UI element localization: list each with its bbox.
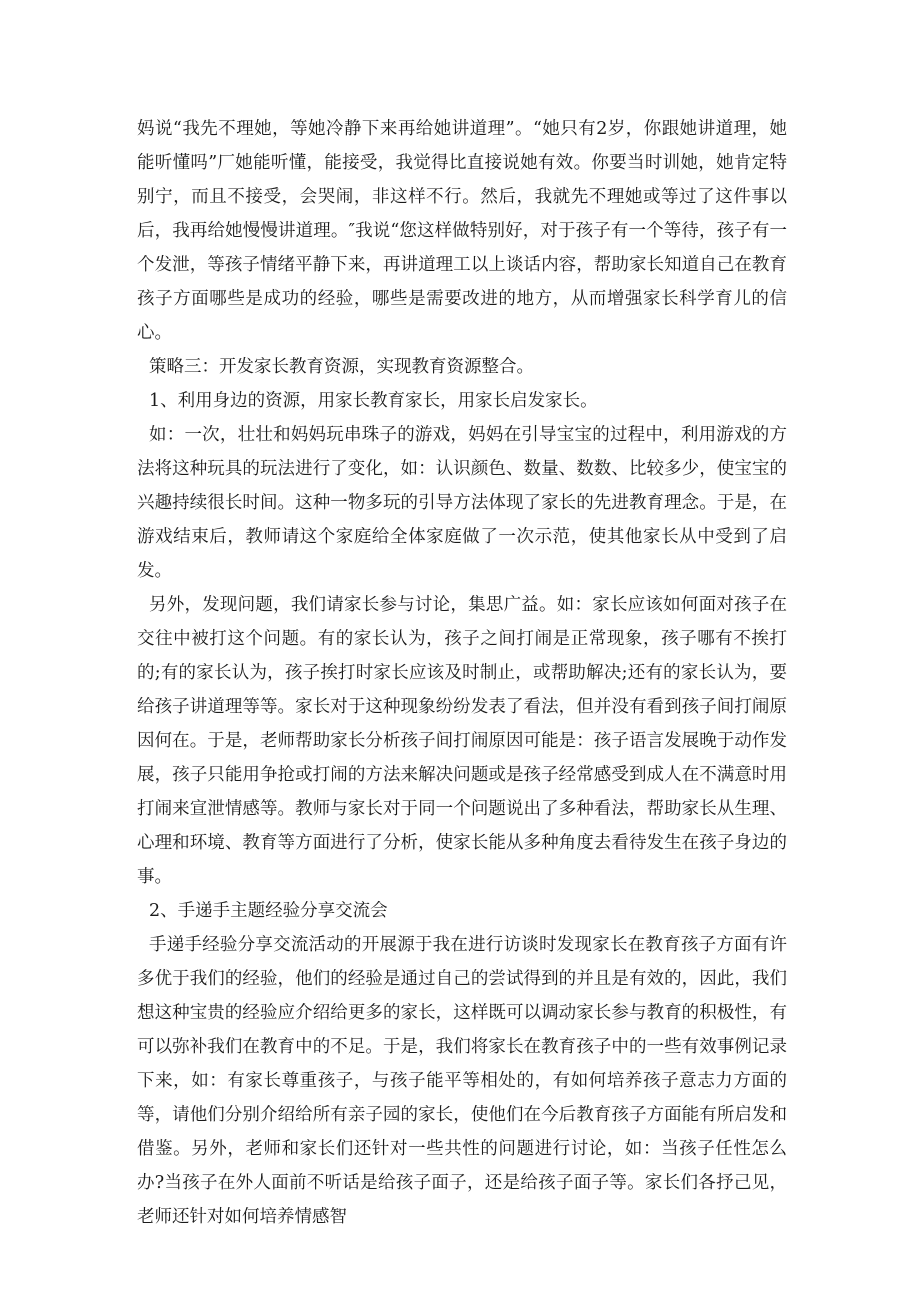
paragraph-strategy-3: 策略三：开发家长教育资源，实现教育资源整合。 [149,357,534,377]
paragraph-discussion: 另外，发现问题，我们请家长参与讨论，集思广益。如：家长应该如何面对孩子在交往中被打这个问题。有的家长认为，孩子之间打闹是正常现象，孩子哪有不挨打的;有的家长认为，孩子挨打时家长应该及时制止，或帮助解决;还有的家长认为，要给孩子讲道理等等。家长对于这种现象纷纷发表了看法，但并没有看到孩子间打闹原因何在。于是，老师帮助家长分析孩子间打闹原因可能是：孩子语言发展晚于动作发展，孩子只能用争抢或打闹的方法来解决问题或是孩子经常感受到成人在不满意时用打闹来宣泄情感等。教师与家长对于同一个问题说出了多种看法，帮助家长从生理、心理和环境、教育等方面进行了分析，使家长能从多种角度去看待发生在孩子身边的事。 [137,595,787,887]
paragraph-1: 妈说“我先不理她，等她冷静下来再给她讲道理”。“她只有2岁，你跟她讲道理，她能听懂吗”厂她能听懂，能接受，我觉得比直接说她有效。你要当时训她，她肯定特别宁，而且不接受，会哭闹，非这样不行。然后，我就先不理她或等过了这件事以后，我再给她慢慢讲道理。″我说“您这样做特别好，对于孩子有一个等待，孩子有一个发泄，等孩子情绪平静下来，再讲道理工以上谈话内容，帮助家长知道自己在教育孩子方面哪些是成功的经验，哪些是需要改进的地方，从而增强家长科学育儿的信心。 [137,119,787,343]
paragraph-item-2: 2、手递手主题经验分享交流会 [149,901,388,921]
paragraph-exchange: 手递手经验分享交流活动的开展源于我在进行访谈时发现家长在教育孩子方面有许多优于我们的经验，他们的经验是通过自己的尝试得到的并且是有效的，因此，我们想这种宝贵的经验应介绍给更多的家长，这样既可以调动家长参与教育的积极性，有可以弥补我们在教育中的不足。于是，我们将家长在教育孩子中的一些有效事例记录下来，如：有家长尊重孩子，与孩子能平等相处的，有如何培养孩子意志力方面的等，请他们分别介绍给所有亲子园的家长，使他们在今后教育孩子方面能有所启发和借鉴。另外，老师和家长们还针对一些共性的问题进行讨论，如：当孩子任性怎么办?当孩子在外人面前不听话是给孩子面子，还是给孩子面子等。家长们各抒己见，老师还针对如何培养情感智 [137,935,787,1227]
document-page [137,112,787,1234]
paragraph-example: 如：一次，壮壮和妈妈玩串珠子的游戏，妈妈在引导宝宝的过程中，利用游戏的方法将这种玩具的玩法进行了变化，如：认识颜色、数量、数数、比较多少，使宝宝的兴趣持续很长时间。这种一物多玩的引导方法体现了家长的先进教育理念。于是，在游戏结束后，教师请这个家庭给全体家庭做了一次示范，使其他家长从中受到了启发。 [137,425,787,581]
paragraph-item-1: 1、利用身边的资源，用家长教育家长，用家长启发家长。 [149,391,598,411]
